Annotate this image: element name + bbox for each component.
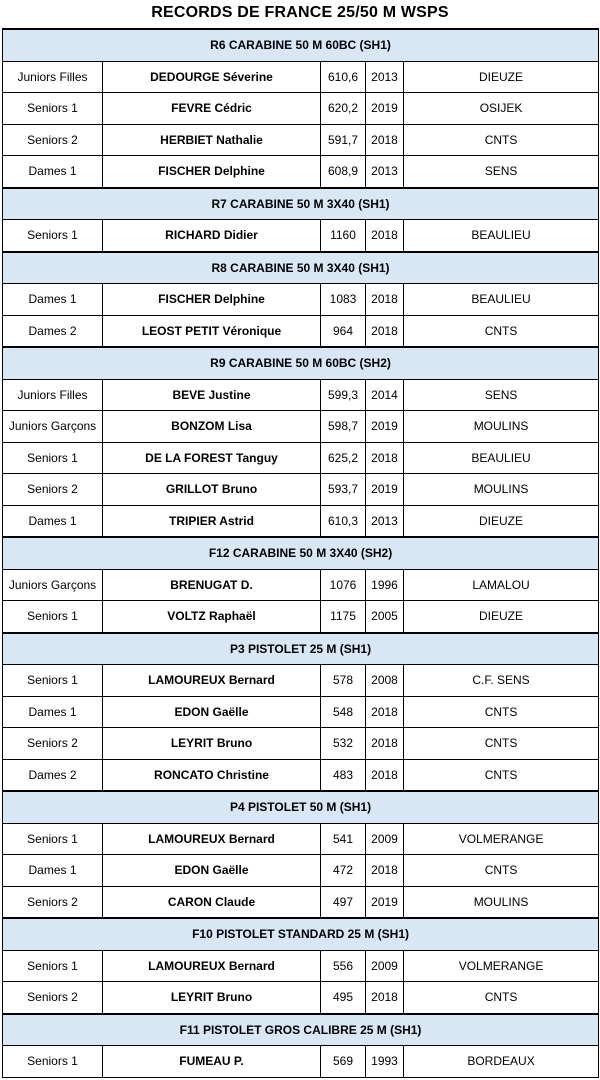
record-row — [3, 411, 599, 443]
record-row — [3, 124, 599, 156]
score-cell: 1083 — [321, 284, 366, 316]
year-cell: 2018 — [366, 220, 404, 252]
category-cell: Seniors 2 — [3, 124, 103, 156]
year-cell: 2019 — [366, 474, 404, 506]
place-cell: DIEUZE — [404, 601, 599, 633]
record-section — [3, 537, 599, 633]
year-cell: 2018 — [366, 982, 404, 1014]
year-cell: 2018 — [366, 124, 404, 156]
year-cell: 2013 — [366, 156, 404, 188]
score-cell: 556 — [321, 950, 366, 982]
score-cell: 598,7 — [321, 411, 366, 443]
section-header-row — [3, 633, 599, 665]
athlete-name-cell: LAMOUREUX Bernard — [103, 823, 321, 855]
record-row — [3, 474, 599, 506]
section-header-row — [3, 29, 599, 61]
score-cell: 599,3 — [321, 379, 366, 411]
athlete-name-cell: FISCHER Delphine — [103, 284, 321, 316]
place-cell: BEAULIEU — [404, 442, 599, 474]
category-cell: Seniors 1 — [3, 601, 103, 633]
athlete-name-cell: BEVE Justine — [103, 379, 321, 411]
athlete-name-cell: EDON Gaëlle — [103, 696, 321, 728]
page-title: RECORDS DE FRANCE 25/50 M WSPS — [151, 4, 449, 21]
records-table — [2, 28, 599, 1078]
place-cell: CNTS — [404, 315, 599, 347]
score-cell: 532 — [321, 728, 366, 760]
year-cell: 2014 — [366, 379, 404, 411]
year-cell: 2008 — [366, 665, 404, 697]
category-cell: Seniors 2 — [3, 474, 103, 506]
section-header: F12 CARABINE 50 M 3X40 (SH2) — [3, 537, 599, 569]
score-cell: 620,2 — [321, 93, 366, 125]
record-row — [3, 156, 599, 188]
score-cell: 591,7 — [321, 124, 366, 156]
record-row — [3, 982, 599, 1014]
place-cell: CNTS — [404, 982, 599, 1014]
year-cell: 2005 — [366, 601, 404, 633]
record-row — [3, 379, 599, 411]
score-cell: 472 — [321, 855, 366, 887]
place-cell: LAMALOU — [404, 569, 599, 601]
category-cell: Dames 1 — [3, 505, 103, 537]
score-cell: 497 — [321, 886, 366, 918]
category-cell: Seniors 1 — [3, 442, 103, 474]
section-header: R6 CARABINE 50 M 60BC (SH1) — [3, 29, 599, 61]
place-cell: SENS — [404, 156, 599, 188]
place-cell: CNTS — [404, 728, 599, 760]
year-cell: 1996 — [366, 569, 404, 601]
year-cell: 2009 — [366, 950, 404, 982]
score-cell: 569 — [321, 1046, 366, 1078]
year-cell: 2018 — [366, 728, 404, 760]
score-cell: 548 — [321, 696, 366, 728]
record-row — [3, 93, 599, 125]
record-section — [3, 29, 599, 188]
record-row — [3, 505, 599, 537]
athlete-name-cell: LEOST PETIT Véronique — [103, 315, 321, 347]
athlete-name-cell: TRIPIER Astrid — [103, 505, 321, 537]
year-cell: 2019 — [366, 93, 404, 125]
category-cell: Juniors Garçons — [3, 411, 103, 443]
record-row — [3, 696, 599, 728]
score-cell: 610,3 — [321, 505, 366, 537]
category-cell: Juniors Filles — [3, 379, 103, 411]
section-header: R7 CARABINE 50 M 3X40 (SH1) — [3, 188, 599, 220]
category-cell: Seniors 1 — [3, 93, 103, 125]
section-header-row — [3, 918, 599, 950]
record-row — [3, 665, 599, 697]
place-cell: BEAULIEU — [404, 220, 599, 252]
year-cell: 2018 — [366, 759, 404, 791]
record-row — [3, 601, 599, 633]
year-cell: 2018 — [366, 284, 404, 316]
record-section — [3, 633, 599, 792]
record-row — [3, 220, 599, 252]
score-cell: 495 — [321, 982, 366, 1014]
score-cell: 608,9 — [321, 156, 366, 188]
record-row — [3, 855, 599, 887]
place-cell: BORDEAUX — [404, 1046, 599, 1078]
section-header: F10 PISTOLET STANDARD 25 M (SH1) — [3, 918, 599, 950]
athlete-name-cell: GRILLOT Bruno — [103, 474, 321, 506]
score-cell: 1160 — [321, 220, 366, 252]
athlete-name-cell: FEVRE Cédric — [103, 93, 321, 125]
record-row — [3, 442, 599, 474]
category-cell: Dames 1 — [3, 696, 103, 728]
record-row — [3, 950, 599, 982]
record-section — [3, 918, 599, 1014]
athlete-name-cell: RONCATO Christine — [103, 759, 321, 791]
athlete-name-cell: VOLTZ Raphaël — [103, 601, 321, 633]
athlete-name-cell: RICHARD Didier — [103, 220, 321, 252]
section-header-row — [3, 537, 599, 569]
place-cell: DIEUZE — [404, 61, 599, 93]
place-cell: VOLMERANGE — [404, 950, 599, 982]
score-cell: 1175 — [321, 601, 366, 633]
year-cell: 2013 — [366, 61, 404, 93]
category-cell: Seniors 1 — [3, 665, 103, 697]
score-cell: 541 — [321, 823, 366, 855]
category-cell: Seniors 1 — [3, 823, 103, 855]
athlete-name-cell: HERBIET Nathalie — [103, 124, 321, 156]
section-header-row — [3, 791, 599, 823]
section-header-row — [3, 347, 599, 379]
place-cell: CNTS — [404, 696, 599, 728]
athlete-name-cell: LAMOUREUX Bernard — [103, 950, 321, 982]
record-section — [3, 188, 599, 252]
athlete-name-cell: BRENUGAT D. — [103, 569, 321, 601]
section-header-row — [3, 1014, 599, 1046]
record-section — [3, 1014, 599, 1078]
category-cell: Dames 1 — [3, 156, 103, 188]
record-row — [3, 1046, 599, 1078]
section-header: F11 PISTOLET GROS CALIBRE 25 M (SH1) — [3, 1014, 599, 1046]
section-header: R9 CARABINE 50 M 60BC (SH2) — [3, 347, 599, 379]
place-cell: MOULINS — [404, 886, 599, 918]
category-cell: Seniors 1 — [3, 1046, 103, 1078]
athlete-name-cell: EDON Gaëlle — [103, 855, 321, 887]
category-cell: Juniors Garçons — [3, 569, 103, 601]
category-cell: Seniors 2 — [3, 728, 103, 760]
year-cell: 2018 — [366, 696, 404, 728]
category-cell: Dames 1 — [3, 855, 103, 887]
category-cell: Seniors 1 — [3, 220, 103, 252]
section-header-row — [3, 252, 599, 284]
record-row — [3, 728, 599, 760]
athlete-name-cell: LEYRIT Bruno — [103, 728, 321, 760]
place-cell: DIEUZE — [404, 505, 599, 537]
year-cell: 1993 — [366, 1046, 404, 1078]
record-row — [3, 823, 599, 855]
athlete-name-cell: FUMEAU P. — [103, 1046, 321, 1078]
place-cell: CNTS — [404, 759, 599, 791]
section-header: P4 PISTOLET 50 M (SH1) — [3, 791, 599, 823]
score-cell: 610,6 — [321, 61, 366, 93]
record-row — [3, 284, 599, 316]
category-cell: Seniors 2 — [3, 982, 103, 1014]
athlete-name-cell: LEYRIT Bruno — [103, 982, 321, 1014]
score-cell: 1076 — [321, 569, 366, 601]
section-header: R8 CARABINE 50 M 3X40 (SH1) — [3, 252, 599, 284]
score-cell: 483 — [321, 759, 366, 791]
category-cell: Dames 1 — [3, 284, 103, 316]
athlete-name-cell: LAMOUREUX Bernard — [103, 665, 321, 697]
section-header: P3 PISTOLET 25 M (SH1) — [3, 633, 599, 665]
category-cell: Seniors 1 — [3, 950, 103, 982]
athlete-name-cell: CARON Claude — [103, 886, 321, 918]
place-cell: CNTS — [404, 855, 599, 887]
place-cell: MOULINS — [404, 411, 599, 443]
year-cell: 2018 — [366, 442, 404, 474]
athlete-name-cell: FISCHER Delphine — [103, 156, 321, 188]
place-cell: BEAULIEU — [404, 284, 599, 316]
section-header-row — [3, 188, 599, 220]
record-section — [3, 252, 599, 348]
place-cell: CNTS — [404, 124, 599, 156]
year-cell: 2018 — [366, 315, 404, 347]
category-cell: Seniors 2 — [3, 886, 103, 918]
score-cell: 593,7 — [321, 474, 366, 506]
category-cell: Dames 2 — [3, 315, 103, 347]
year-cell: 2018 — [366, 855, 404, 887]
athlete-name-cell: BONZOM Lisa — [103, 411, 321, 443]
year-cell: 2019 — [366, 411, 404, 443]
record-row — [3, 569, 599, 601]
athlete-name-cell: DEDOURGE Séverine — [103, 61, 321, 93]
record-row — [3, 315, 599, 347]
score-cell: 964 — [321, 315, 366, 347]
score-cell: 625,2 — [321, 442, 366, 474]
record-row — [3, 61, 599, 93]
year-cell: 2009 — [366, 823, 404, 855]
record-row — [3, 886, 599, 918]
record-section — [3, 347, 599, 537]
place-cell: SENS — [404, 379, 599, 411]
place-cell: C.F. SENS — [404, 665, 599, 697]
year-cell: 2019 — [366, 886, 404, 918]
score-cell: 578 — [321, 665, 366, 697]
category-cell: Dames 2 — [3, 759, 103, 791]
year-cell: 2013 — [366, 505, 404, 537]
record-section — [3, 791, 599, 918]
place-cell: OSIJEK — [404, 93, 599, 125]
record-row — [3, 759, 599, 791]
category-cell: Juniors Filles — [3, 61, 103, 93]
athlete-name-cell: DE LA FOREST Tanguy — [103, 442, 321, 474]
place-cell: VOLMERANGE — [404, 823, 599, 855]
place-cell: MOULINS — [404, 474, 599, 506]
